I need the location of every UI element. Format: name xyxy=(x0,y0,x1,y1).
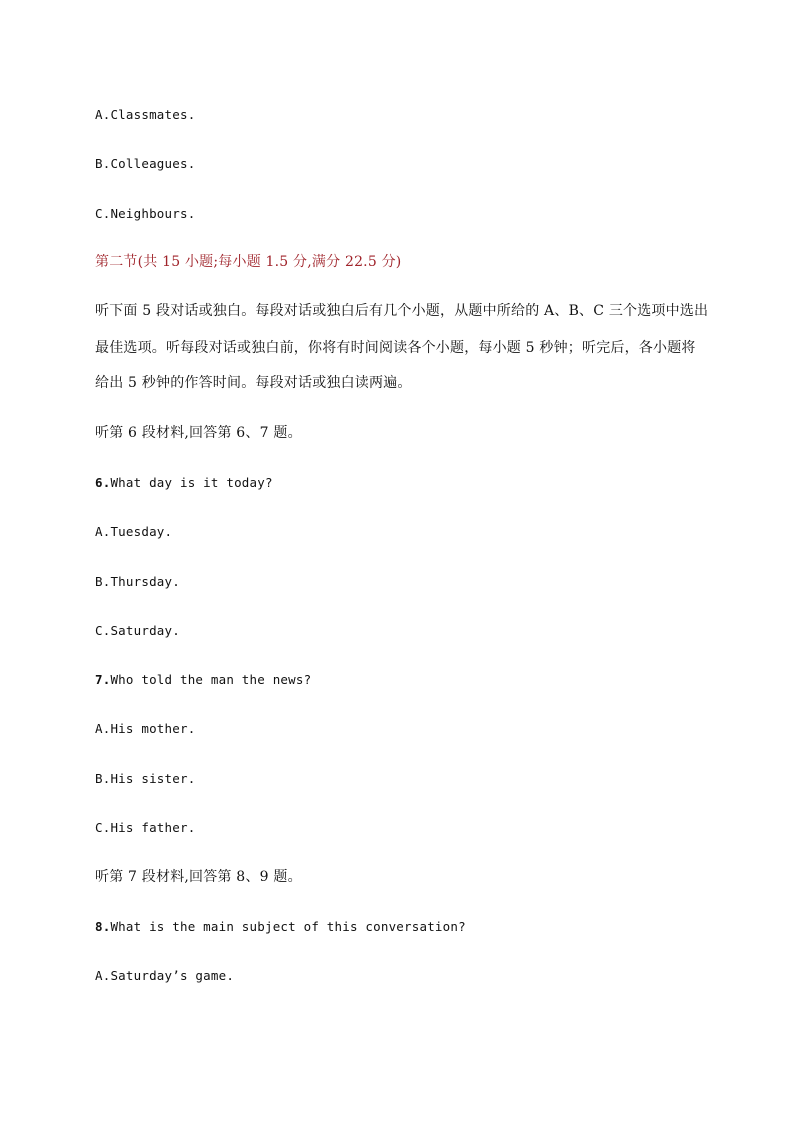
material6-intro: 听第 6 段材料,回答第 6、7 题。 xyxy=(95,425,302,441)
option-c-neighbours: C.Neighbours. xyxy=(95,206,196,221)
material7-intro: 听第 7 段材料,回答第 8、9 题。 xyxy=(95,869,302,885)
question-7-number: 7. xyxy=(95,672,111,687)
q7-option-b: B.His sister. xyxy=(95,771,196,786)
section2-heading: 第二节(共 15 小题;每小题 1.5 分,满分 22.5 分) xyxy=(95,254,402,270)
question-6-number: 6. xyxy=(95,475,111,490)
question-7-text: Who told the man the news? xyxy=(110,672,312,687)
question-8 xyxy=(95,918,705,936)
q7-option-a: A.His mother. xyxy=(95,721,196,736)
question-7 xyxy=(95,671,705,689)
option-a-classmates: A.Classmates. xyxy=(95,107,196,122)
question-6-text: What day is it today? xyxy=(110,475,273,490)
question-6 xyxy=(95,474,705,492)
q7-option-c: C.His father. xyxy=(95,820,196,835)
section2-instructions-line-3: 给出 5 秒钟的作答时间。每段对话或独白读两遍。 xyxy=(95,375,412,391)
q6-option-b: B.Thursday. xyxy=(95,574,180,589)
question-8-text: What is the main subject of this conversation? xyxy=(110,919,466,934)
q6-option-c: C.Saturday. xyxy=(95,623,180,638)
section2-instructions-line-1: 听下面 5 段对话或独白。每段对话或独白后有几个小题，从题中所给的 A、B、C 三个选项中选出 xyxy=(95,303,709,319)
section2-instructions-line-2: 最佳选项。听每段对话或独白前，你将有时间阅读各个小题，每小题 5 秒钟；听完后，各小题将 xyxy=(95,340,696,356)
q8-option-a: A.Saturday’s game. xyxy=(95,968,235,983)
option-b-colleagues: B.Colleagues. xyxy=(95,156,196,171)
q6-option-a: A.Tuesday. xyxy=(95,524,173,539)
question-8-number: 8. xyxy=(95,919,111,934)
